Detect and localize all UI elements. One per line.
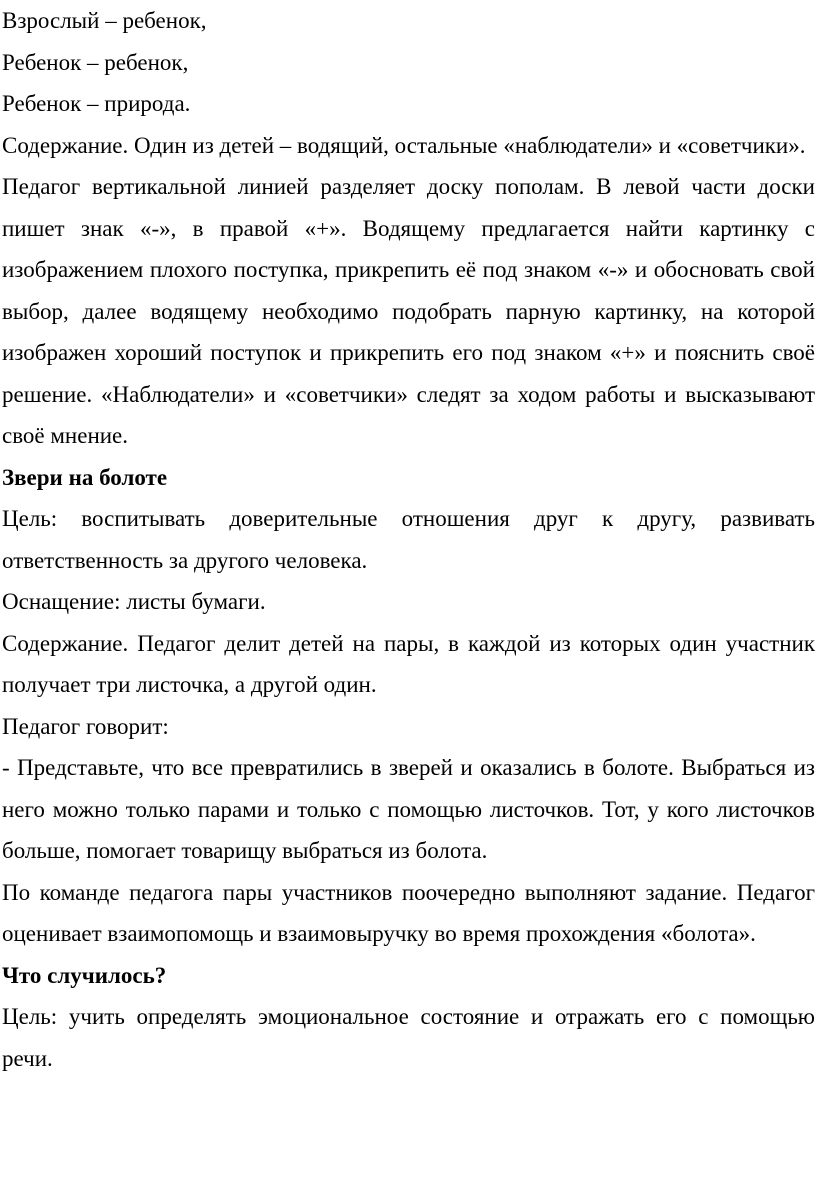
paragraph-goal-trust: Цель: воспитывать доверительные отношения друг к другу, развивать ответственность за другого человека.: [2, 506, 815, 573]
paragraph-content-roles: Содержание. Один из детей – водящий, остальные «наблюдатели» и «советчики».: [2, 132, 806, 158]
paragraph-teacher-says: Педагог говорит:: [2, 713, 169, 739]
paragraph-board-instructions: Педагог вертикальной линией разделяет доску пополам. В левой части доски пишет знак «-», в правой «+». Водящему предлагается найти картинку с изображением плохого поступка, прикрепить её под знаком «-» и обосновать свой выбор, далее водящему необходимо подобрать парную картинку, на которой изображен хороший поступок и прикрепить его под знаком «+» и пояснить своё решение. «Наблюдатели» и «советчики» следят за ходом работы и высказывают своё мнение.: [2, 174, 815, 448]
paragraph-goal-emotions: Цель: учить определять эмоциональное состояние и отражать его с помощью речи.: [2, 1004, 815, 1071]
paragraph-content-pairs: Содержание. Педагог делит детей на пары, в каждой из которых один участник получает три листочка, а другой один.: [2, 630, 815, 697]
text-line-adult-child: Взрослый – ребенок,: [2, 8, 207, 33]
heading-what-happened: Что случилось?: [2, 962, 167, 988]
heading-animals-in-swamp: Звери на болоте: [2, 464, 168, 490]
paragraph-command-pairs: По команде педагога пары участников поочередно выполняют задание. Педагог оценивает взаимопомощь и взаимовыручку во время прохождения «болота».: [2, 879, 815, 946]
paragraph-equipment: Оснащение: листы бумаги.: [2, 589, 266, 614]
text-line-child-nature: Ребенок – природа.: [2, 91, 191, 116]
paragraph-imagine-swamp: - Представьте, что все превратились в зверей и оказались в болоте. Выбраться из него можно только парами и только с помощью листочков. Тот, у кого листочков больше, помогает товарищу выбраться из болота.: [2, 755, 815, 863]
text-line-child-child: Ребенок – ребенок,: [2, 49, 189, 75]
